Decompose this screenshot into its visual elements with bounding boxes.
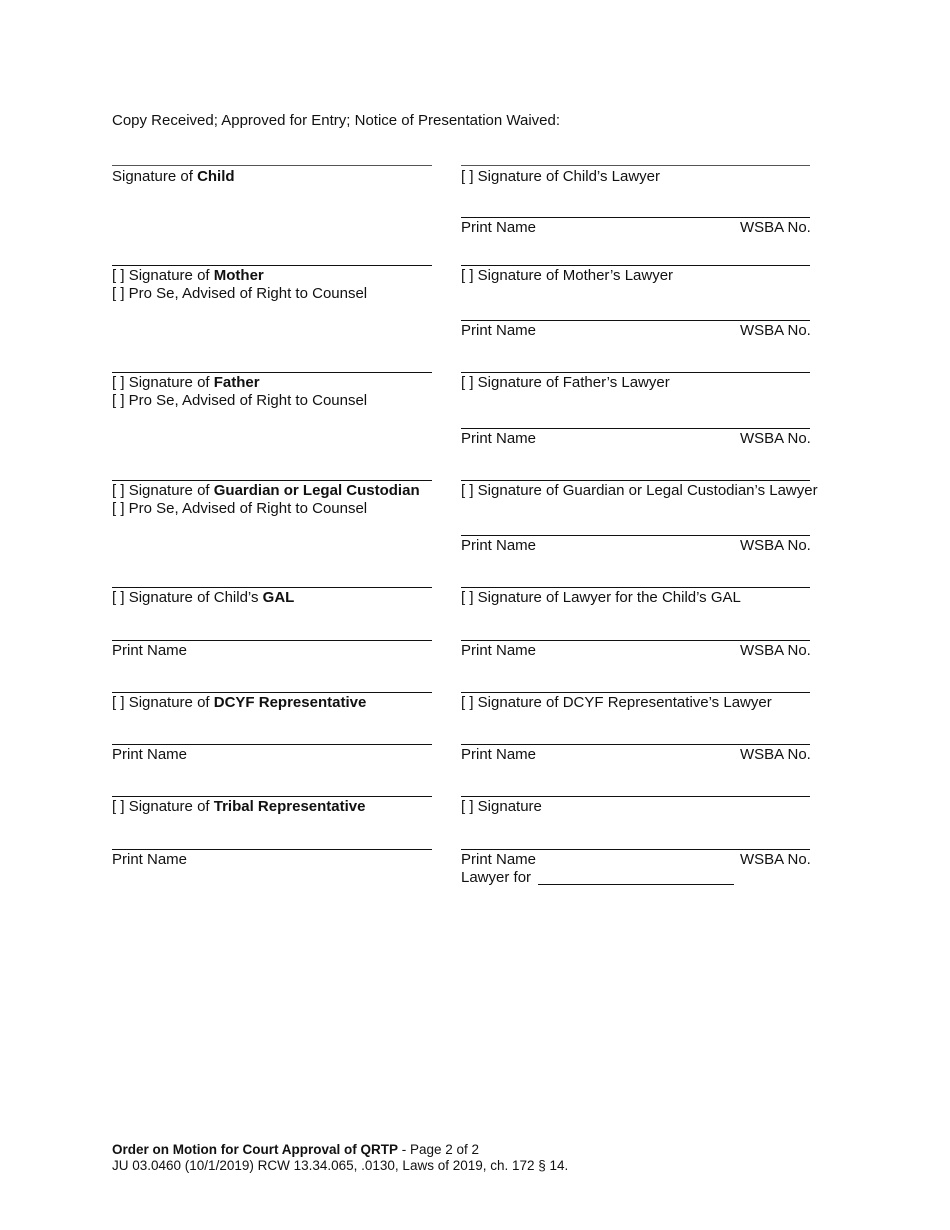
wsba-no-label: WSBA No. <box>740 537 811 554</box>
wsba-no-label: WSBA No. <box>740 430 811 447</box>
gal-signature-label: [ ] Signature of Child’s GAL <box>112 589 295 606</box>
guardian-signature-line[interactable] <box>112 480 432 481</box>
child-signature-line[interactable] <box>112 165 432 166</box>
gal-signature-line[interactable] <box>112 587 432 588</box>
print-name-label: Print Name <box>461 430 537 447</box>
tribal-lawyer-signature-label: [ ] Signature <box>461 798 542 815</box>
print-name-label: Print Name <box>461 322 537 339</box>
father-signature-label: [ ] Signature of Father <box>112 374 260 391</box>
mother-lawyer-signature-label: [ ] Signature of Mother’s Lawyer <box>461 267 674 284</box>
tribal-signature-line[interactable] <box>112 796 432 797</box>
lawyer-for-line[interactable] <box>538 884 734 885</box>
wsba-no-label: WSBA No. <box>740 746 811 763</box>
print-name-label: Print Name <box>461 851 537 868</box>
tribal-lawyer-signature-line[interactable] <box>461 796 810 797</box>
print-name-label: Print Name <box>461 642 537 659</box>
father-lawyer-print-line[interactable] <box>461 428 810 429</box>
mother-signature-line[interactable] <box>112 265 432 266</box>
guardian-lawyer-print-line[interactable] <box>461 535 810 536</box>
mother-signature-label: [ ] Signature of Mother <box>112 267 264 284</box>
dcyf-print-line[interactable] <box>112 744 432 745</box>
gal-lawyer-signature-label: [ ] Signature of Lawyer for the Child’s GAL <box>461 589 741 606</box>
footer-title: Order on Motion for Court Approval of QRTP - Page 2 of 2 <box>112 1142 480 1157</box>
print-name-label: Print Name <box>461 219 537 236</box>
father-signature-line[interactable] <box>112 372 432 373</box>
lawyer-for-label: Lawyer for <box>461 869 532 886</box>
father-lawyer-signature-line[interactable] <box>461 372 810 373</box>
guardian-lawyer-signature-label: [ ] Signature of Guardian or Legal Custodian’s Lawyer <box>461 482 818 499</box>
child-lawyer-signature-line[interactable] <box>461 165 810 166</box>
tribal-checkbox[interactable]: [ ] <box>112 798 125 815</box>
tribal-lawyer-print-line[interactable] <box>461 849 810 850</box>
mother-pro-se-option[interactable]: [ ] Pro Se, Advised of Right to Counsel <box>112 285 368 302</box>
wsba-no-label: WSBA No. <box>740 219 811 236</box>
tribal-signature-label: [ ] Signature of Tribal Representative <box>112 798 366 815</box>
dcyf-signature-line[interactable] <box>112 692 432 693</box>
mother-lawyer-signature-line[interactable] <box>461 265 810 266</box>
gal-lawyer-signature-line[interactable] <box>461 587 810 588</box>
child-signature-label: Signature of Child <box>112 168 235 185</box>
approval-heading: Copy Received; Approved for Entry; Notice of Presentation Waived: <box>112 112 561 129</box>
print-name-label: Print Name <box>461 537 537 554</box>
mother-checkbox[interactable]: [ ] <box>112 267 125 284</box>
wsba-no-label: WSBA No. <box>740 851 811 868</box>
guardian-checkbox[interactable]: [ ] <box>112 482 125 499</box>
father-checkbox[interactable]: [ ] <box>112 374 125 391</box>
print-name-label: Print Name <box>112 851 188 868</box>
wsba-no-label: WSBA No. <box>740 642 811 659</box>
child-lawyer-print-line[interactable] <box>461 217 810 218</box>
mother-lawyer-print-line[interactable] <box>461 320 810 321</box>
father-pro-se-option[interactable]: [ ] Pro Se, Advised of Right to Counsel <box>112 392 368 409</box>
footer-citation: JU 03.0460 (10/1/2019) RCW 13.34.065, .0130, Laws of 2019, ch. 172 § 14. <box>112 1158 569 1173</box>
guardian-pro-se-option[interactable]: [ ] Pro Se, Advised of Right to Counsel <box>112 500 368 517</box>
dcyf-checkbox[interactable]: [ ] <box>112 694 125 711</box>
print-name-label: Print Name <box>112 746 188 763</box>
dcyf-signature-label: [ ] Signature of DCYF Representative <box>112 694 367 711</box>
tribal-print-line[interactable] <box>112 849 432 850</box>
gal-checkbox[interactable]: [ ] <box>112 589 125 606</box>
father-lawyer-signature-label: [ ] Signature of Father’s Lawyer <box>461 374 670 391</box>
wsba-no-label: WSBA No. <box>740 322 811 339</box>
dcyf-lawyer-signature-label: [ ] Signature of DCYF Representative’s Lawyer <box>461 694 772 711</box>
child-lawyer-signature-label: [ ] Signature of Child’s Lawyer <box>461 168 660 185</box>
dcyf-lawyer-print-line[interactable] <box>461 744 810 745</box>
guardian-lawyer-signature-line[interactable] <box>461 480 810 481</box>
gal-lawyer-print-line[interactable] <box>461 640 810 641</box>
gal-print-line[interactable] <box>112 640 432 641</box>
print-name-label: Print Name <box>112 642 188 659</box>
guardian-signature-label: [ ] Signature of Guardian or Legal Custodian <box>112 482 420 499</box>
dcyf-lawyer-signature-line[interactable] <box>461 692 810 693</box>
print-name-label: Print Name <box>461 746 537 763</box>
